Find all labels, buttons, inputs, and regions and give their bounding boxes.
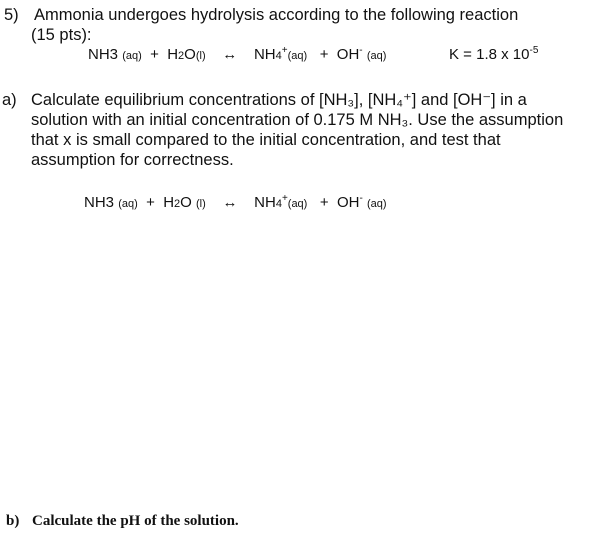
plus-sign: + — [319, 194, 329, 211]
reactant-nh3-state: (aq) — [122, 50, 142, 62]
equilibrium-arrow-icon: ↔ — [222, 46, 238, 63]
reactant-nh3: NH3 — [88, 46, 119, 63]
equilibrium-arrow-icon: ↔ — [222, 194, 238, 211]
part-a-line1: Calculate equilibrium concentrations of [NH₃], [NH₄⁺] and [OH⁻] in a — [31, 91, 527, 109]
part-a-line2: solution with an initial concentration of 0.175 M NH₃. Use the assumption — [31, 111, 564, 129]
product-oh: OH- (aq) — [336, 193, 387, 211]
product-nh4: NH4+(aq) — [253, 45, 308, 63]
question-number: 5) — [4, 6, 19, 24]
product-nh4: NH4+(aq) — [254, 193, 308, 211]
reaction-equation-2 — [84, 193, 387, 214]
reactant-water: H2O(l) — [167, 46, 206, 63]
question-header-line1: Ammonia undergoes hydrolysis according to the following reaction — [34, 6, 519, 24]
part-b-label: b) — [6, 513, 20, 529]
part-a-line3: that x is small compared to the initial concentration, and test that — [31, 131, 501, 149]
reaction-equation-1 — [88, 45, 386, 66]
question-header-line2: (15 pts): — [31, 26, 92, 44]
part-b-text: Calculate the pH of the solution. — [32, 513, 239, 529]
plus-sign: + — [146, 194, 155, 211]
reactant-nh3: NH3 — [84, 194, 115, 211]
plus-sign: + — [319, 46, 329, 63]
equilibrium-constant: K = 1.8 x $10^{-5}$ — [449, 45, 539, 63]
part-a-label: a) — [2, 91, 17, 109]
part-a-line4: assumption for correctness. — [31, 151, 234, 169]
reactant-nh3-state: (aq) — [118, 198, 138, 210]
product-oh: OH- (aq) — [336, 45, 387, 63]
plus-sign: + — [150, 46, 159, 63]
reactant-water: H2O (l) — [163, 194, 206, 211]
